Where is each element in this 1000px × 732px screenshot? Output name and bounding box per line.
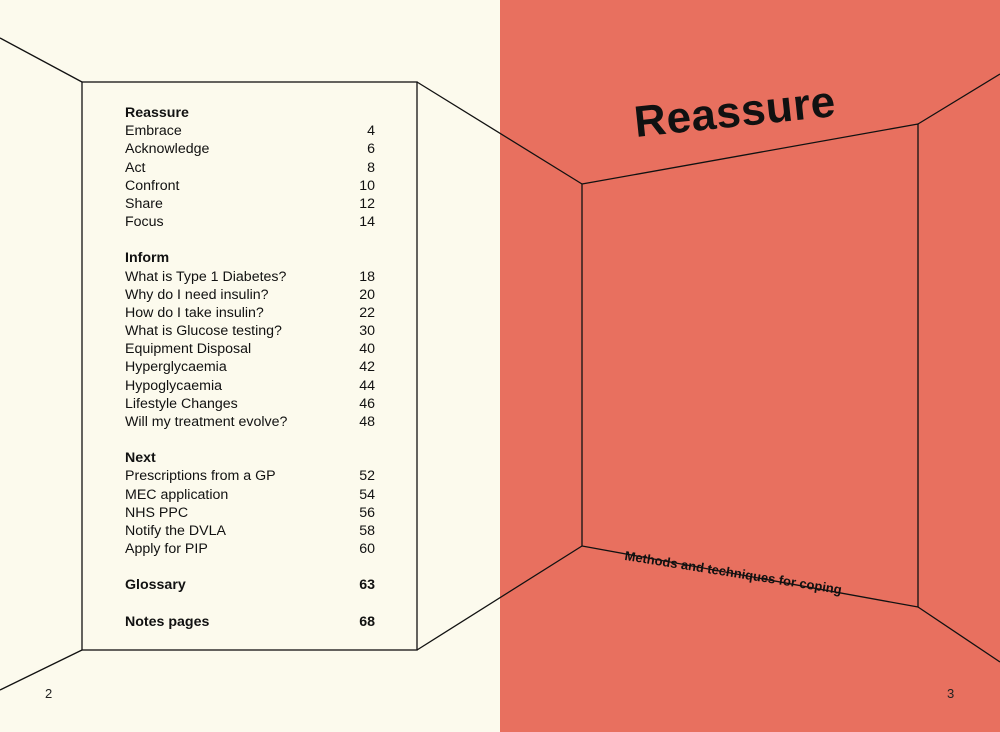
toc-entry[interactable] (125, 504, 375, 522)
toc-entry-label: Share (125, 195, 163, 212)
toc-entry[interactable] (125, 195, 375, 213)
toc-entry-page: 68 (359, 613, 375, 630)
toc-entry-page: 58 (359, 522, 375, 539)
page-number-right: 3 (947, 686, 955, 701)
toc-entry-page: 52 (359, 468, 375, 485)
toc-section (125, 449, 375, 558)
toc-entry-page: 22 (359, 304, 375, 321)
toc-entry[interactable] (125, 286, 375, 304)
toc-entry[interactable] (125, 486, 375, 504)
toc-entry-label: Why do I need insulin? (125, 286, 269, 303)
toc-entry-label: Act (125, 159, 146, 176)
toc-entry-page: 46 (359, 395, 375, 412)
toc-entry-label: Focus (125, 214, 164, 231)
toc-entry-page: 12 (359, 195, 375, 212)
toc-entry-label: Embrace (125, 123, 182, 140)
toc-entry-page: 48 (359, 414, 375, 430)
toc-entry-page: 44 (359, 377, 375, 394)
toc-entry-page: 54 (359, 486, 375, 503)
toc-entry-page: 8 (367, 159, 375, 176)
table-of-contents (125, 104, 375, 649)
toc-entry-page: 42 (359, 359, 375, 376)
toc-entry-glossary[interactable] (125, 576, 375, 594)
toc-entry-label: Notify the DVLA (125, 522, 226, 539)
toc-entry-label: Prescriptions from a GP (125, 468, 276, 485)
toc-section-heading: Next (125, 450, 156, 467)
toc-entry[interactable] (125, 522, 375, 540)
toc-entry[interactable] (125, 358, 375, 376)
toc-entry[interactable] (125, 177, 375, 195)
toc-entry-page: 63 (359, 577, 375, 594)
toc-entry[interactable] (125, 140, 375, 158)
toc-entry-label: Lifestyle Changes (125, 395, 238, 412)
toc-entry-label: Hypoglycaemia (125, 377, 222, 394)
toc-entry-label: Equipment Disposal (125, 341, 252, 358)
toc-entry-label: Confront (125, 177, 180, 194)
toc-entry[interactable] (125, 213, 375, 231)
toc-section-heading: Inform (125, 250, 170, 267)
page-number-left: 2 (45, 686, 53, 701)
toc-entry[interactable] (125, 322, 375, 340)
toc-entry-label: How do I take insulin? (125, 304, 264, 321)
toc-entry-label: Apply for PIP (125, 541, 208, 558)
toc-entry-label: Hyperglycaemia (125, 359, 227, 376)
toc-entry[interactable] (125, 122, 375, 140)
toc-entry[interactable] (125, 159, 375, 177)
toc-entry[interactable] (125, 340, 375, 358)
toc-section (125, 249, 375, 431)
toc-entry-label: MEC application (125, 486, 229, 503)
toc-entry-label: What is Glucose testing? (125, 323, 282, 340)
toc-entry-label: NHS PPC (125, 504, 189, 521)
toc-entry[interactable] (125, 377, 375, 395)
toc-entry-label: What is Type 1 Diabetes? (125, 268, 287, 285)
toc-entry[interactable] (125, 540, 375, 558)
toc-entry[interactable] (125, 413, 375, 431)
toc-entry-page: 10 (359, 177, 375, 194)
toc-entry[interactable] (125, 268, 375, 286)
toc-entry[interactable] (125, 304, 375, 322)
section-subtitle: Methods and techniques for coping (623, 548, 843, 598)
toc-entry-page: 18 (359, 268, 375, 285)
toc-entry-label: Will my treatment evolve? (125, 414, 288, 430)
section-title: Reassure (631, 77, 838, 148)
toc-entry-page: 20 (359, 286, 375, 303)
toc-entry-page: 14 (359, 214, 375, 231)
toc-entry-page: 6 (367, 141, 375, 158)
toc-entry-page: 40 (359, 341, 375, 358)
toc-entry-page: 30 (359, 323, 375, 340)
toc-section (125, 104, 375, 231)
toc-entry-label: Acknowledge (125, 141, 210, 158)
toc-entry-label: Glossary (125, 577, 186, 594)
toc-section-heading: Reassure (125, 105, 189, 121)
toc-entry-label: Notes pages (125, 613, 210, 630)
toc-entry[interactable] (125, 467, 375, 485)
toc-entry-notes[interactable] (125, 613, 375, 631)
toc-entry-page: 60 (359, 541, 375, 558)
toc-entry[interactable] (125, 395, 375, 413)
toc-entry-page: 4 (367, 123, 375, 140)
toc-entry-page: 56 (359, 504, 375, 521)
